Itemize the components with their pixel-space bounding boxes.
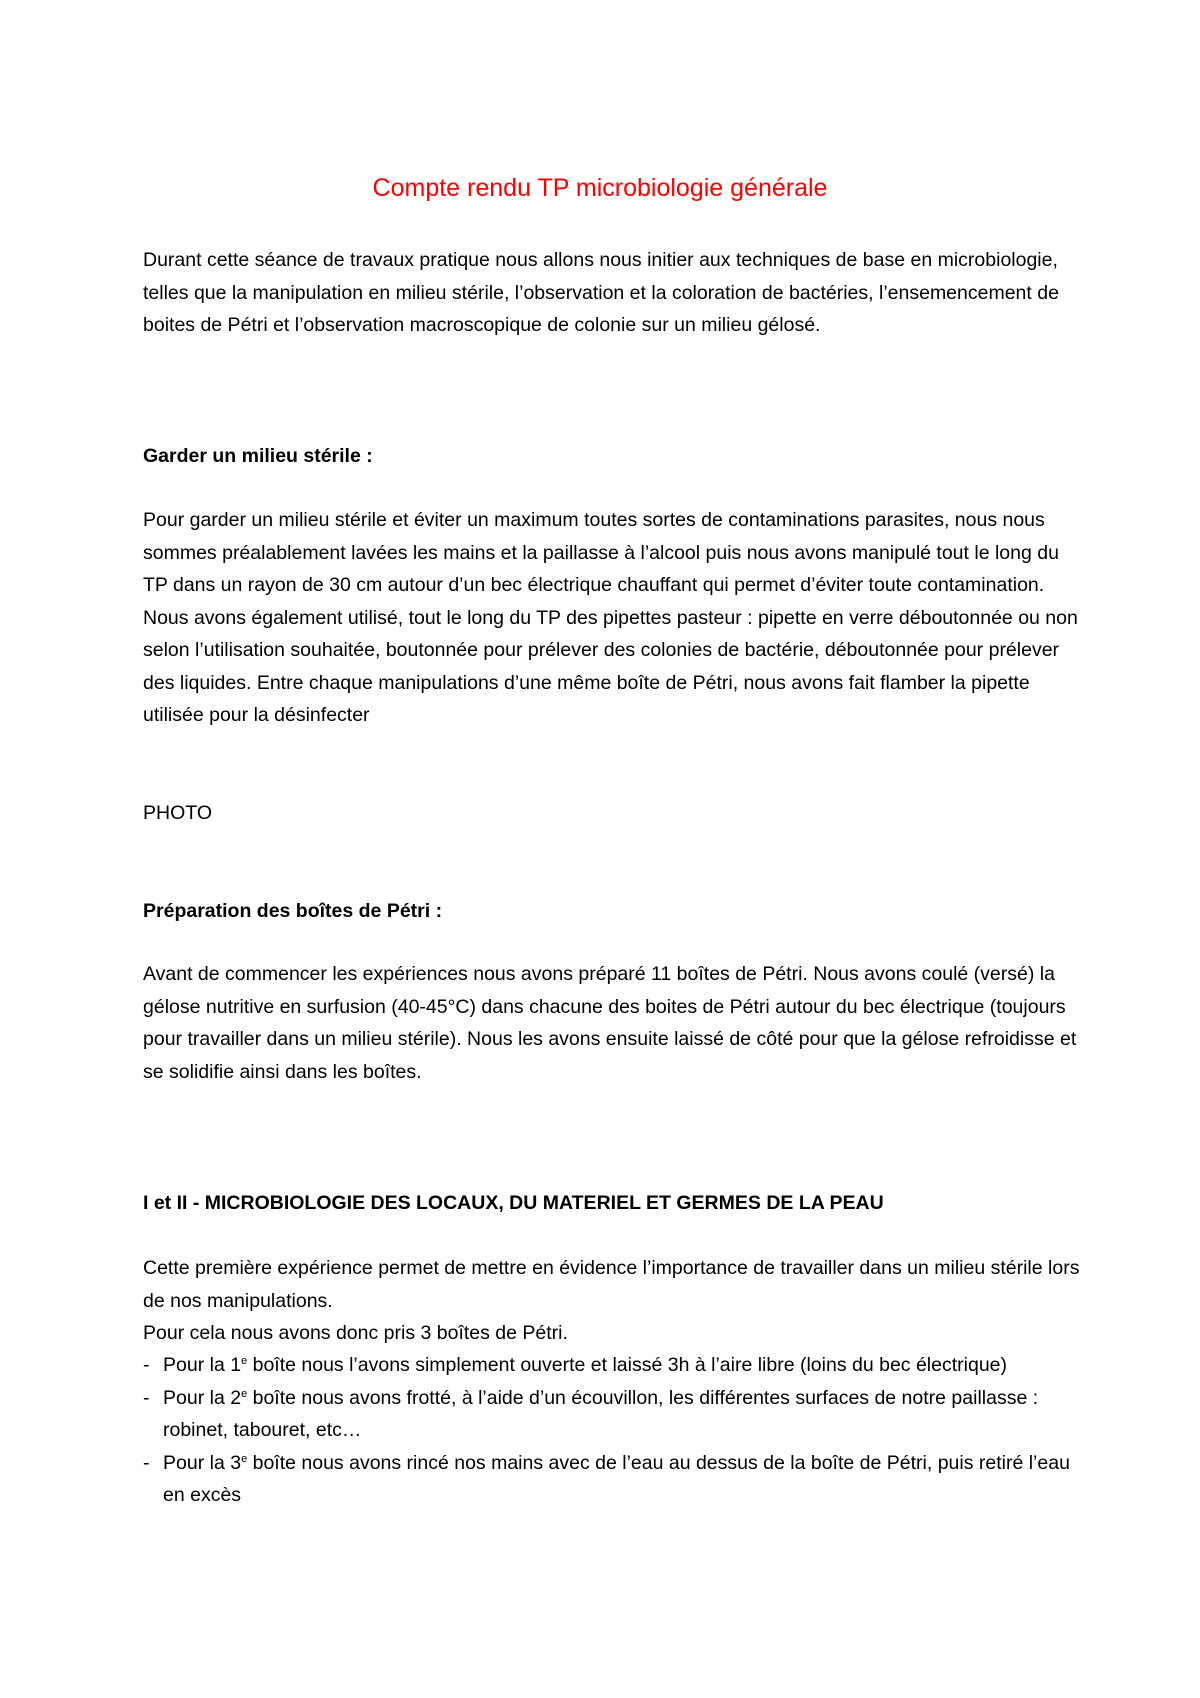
sterile-paragraph: Pour garder un milieu stérile et éviter un maximum toutes sortes de contaminations parasites, nous nous sommes préalablement lavées les mains et la paillasse à l’alcool puis nous avons manipulé tout le long du TP dans un rayon de 30 cm autour d’un bec électrique chauffant qui permet d’éviter toute contamination. Nous avons également utilisé, tout le long du TP des pipettes pasteur : pipette en verre déboutonnée ou non selon l’utilisation souhaitée, boutonnée pour prélever des colonies de bactérie, déboutonnée pour prélever des liquides. Entre chaque manipulations d’une même boîte de Pétri, nous avons fait flamber la pipette utilisée pour la désinfecter <box>143 509 1078 726</box>
section-heading-sterile: Garder un milieu stérile : <box>143 445 373 467</box>
document-title: Compte rendu TP microbiologie générale <box>372 174 828 202</box>
list-item: - Pour la 1e boîte nous l’avons simplement ouverte et laissé 3h à l’aire libre (loins du bec électrique) <box>143 1349 1083 1382</box>
experiment-list <box>143 1349 1083 1512</box>
petri-paragraph: Avant de commencer les expériences nous avons préparé 11 boîtes de Pétri. Nous avons coulé (versé) la gélose nutritive en surfusion (40-45°C) dans chacune des boites de Pétri autour du bec électrique (toujours pour travailler dans un milieu stérile). Nous les avons ensuite laissé de côté pour que la gélose refroidisse et se solidifie ainsi dans les boîtes. <box>143 963 1077 1083</box>
experiment-line: Pour cela nous avons donc pris 3 boîtes de Pétri. <box>143 1322 568 1344</box>
bullet-dash: - <box>143 1354 150 1376</box>
section-heading-petri: Préparation des boîtes de Pétri : <box>143 900 443 922</box>
intro-paragraph: Durant cette séance de travaux pratique nous allons nous initier aux techniques de base en microbiologie, telles que la manipulation en milieu stérile, l’observation et la coloration de bactéries, l’ensemencement de boites de Pétri et l’observation macroscopique de colonie sur un milieu gélosé. <box>143 249 1059 336</box>
bullet-dash: - <box>143 1386 150 1409</box>
list-item: - Pour la 2e boîte nous avons frotté, à l’aide d’un écouvillon, les différentes surfaces de notre paillasse : robinet, tabouret, etc… <box>143 1382 1083 1447</box>
bullet-dash: - <box>143 1451 150 1474</box>
list-item: - Pour la 3e boîte nous avons rincé nos mains avec de l’eau au dessus de la boîte de Pétri, puis retiré l’eau en excès <box>143 1447 1083 1512</box>
photo-placeholder: PHOTO <box>143 802 212 824</box>
experiment-intro: Cette première expérience permet de mettre en évidence l’importance de travailler dans un milieu stérile lors de nos manipulations. <box>143 1257 1080 1312</box>
section-heading-microbiology: I et II - MICROBIOLOGIE DES LOCAUX, DU MATERIEL ET GERMES DE LA PEAU <box>143 1192 884 1214</box>
